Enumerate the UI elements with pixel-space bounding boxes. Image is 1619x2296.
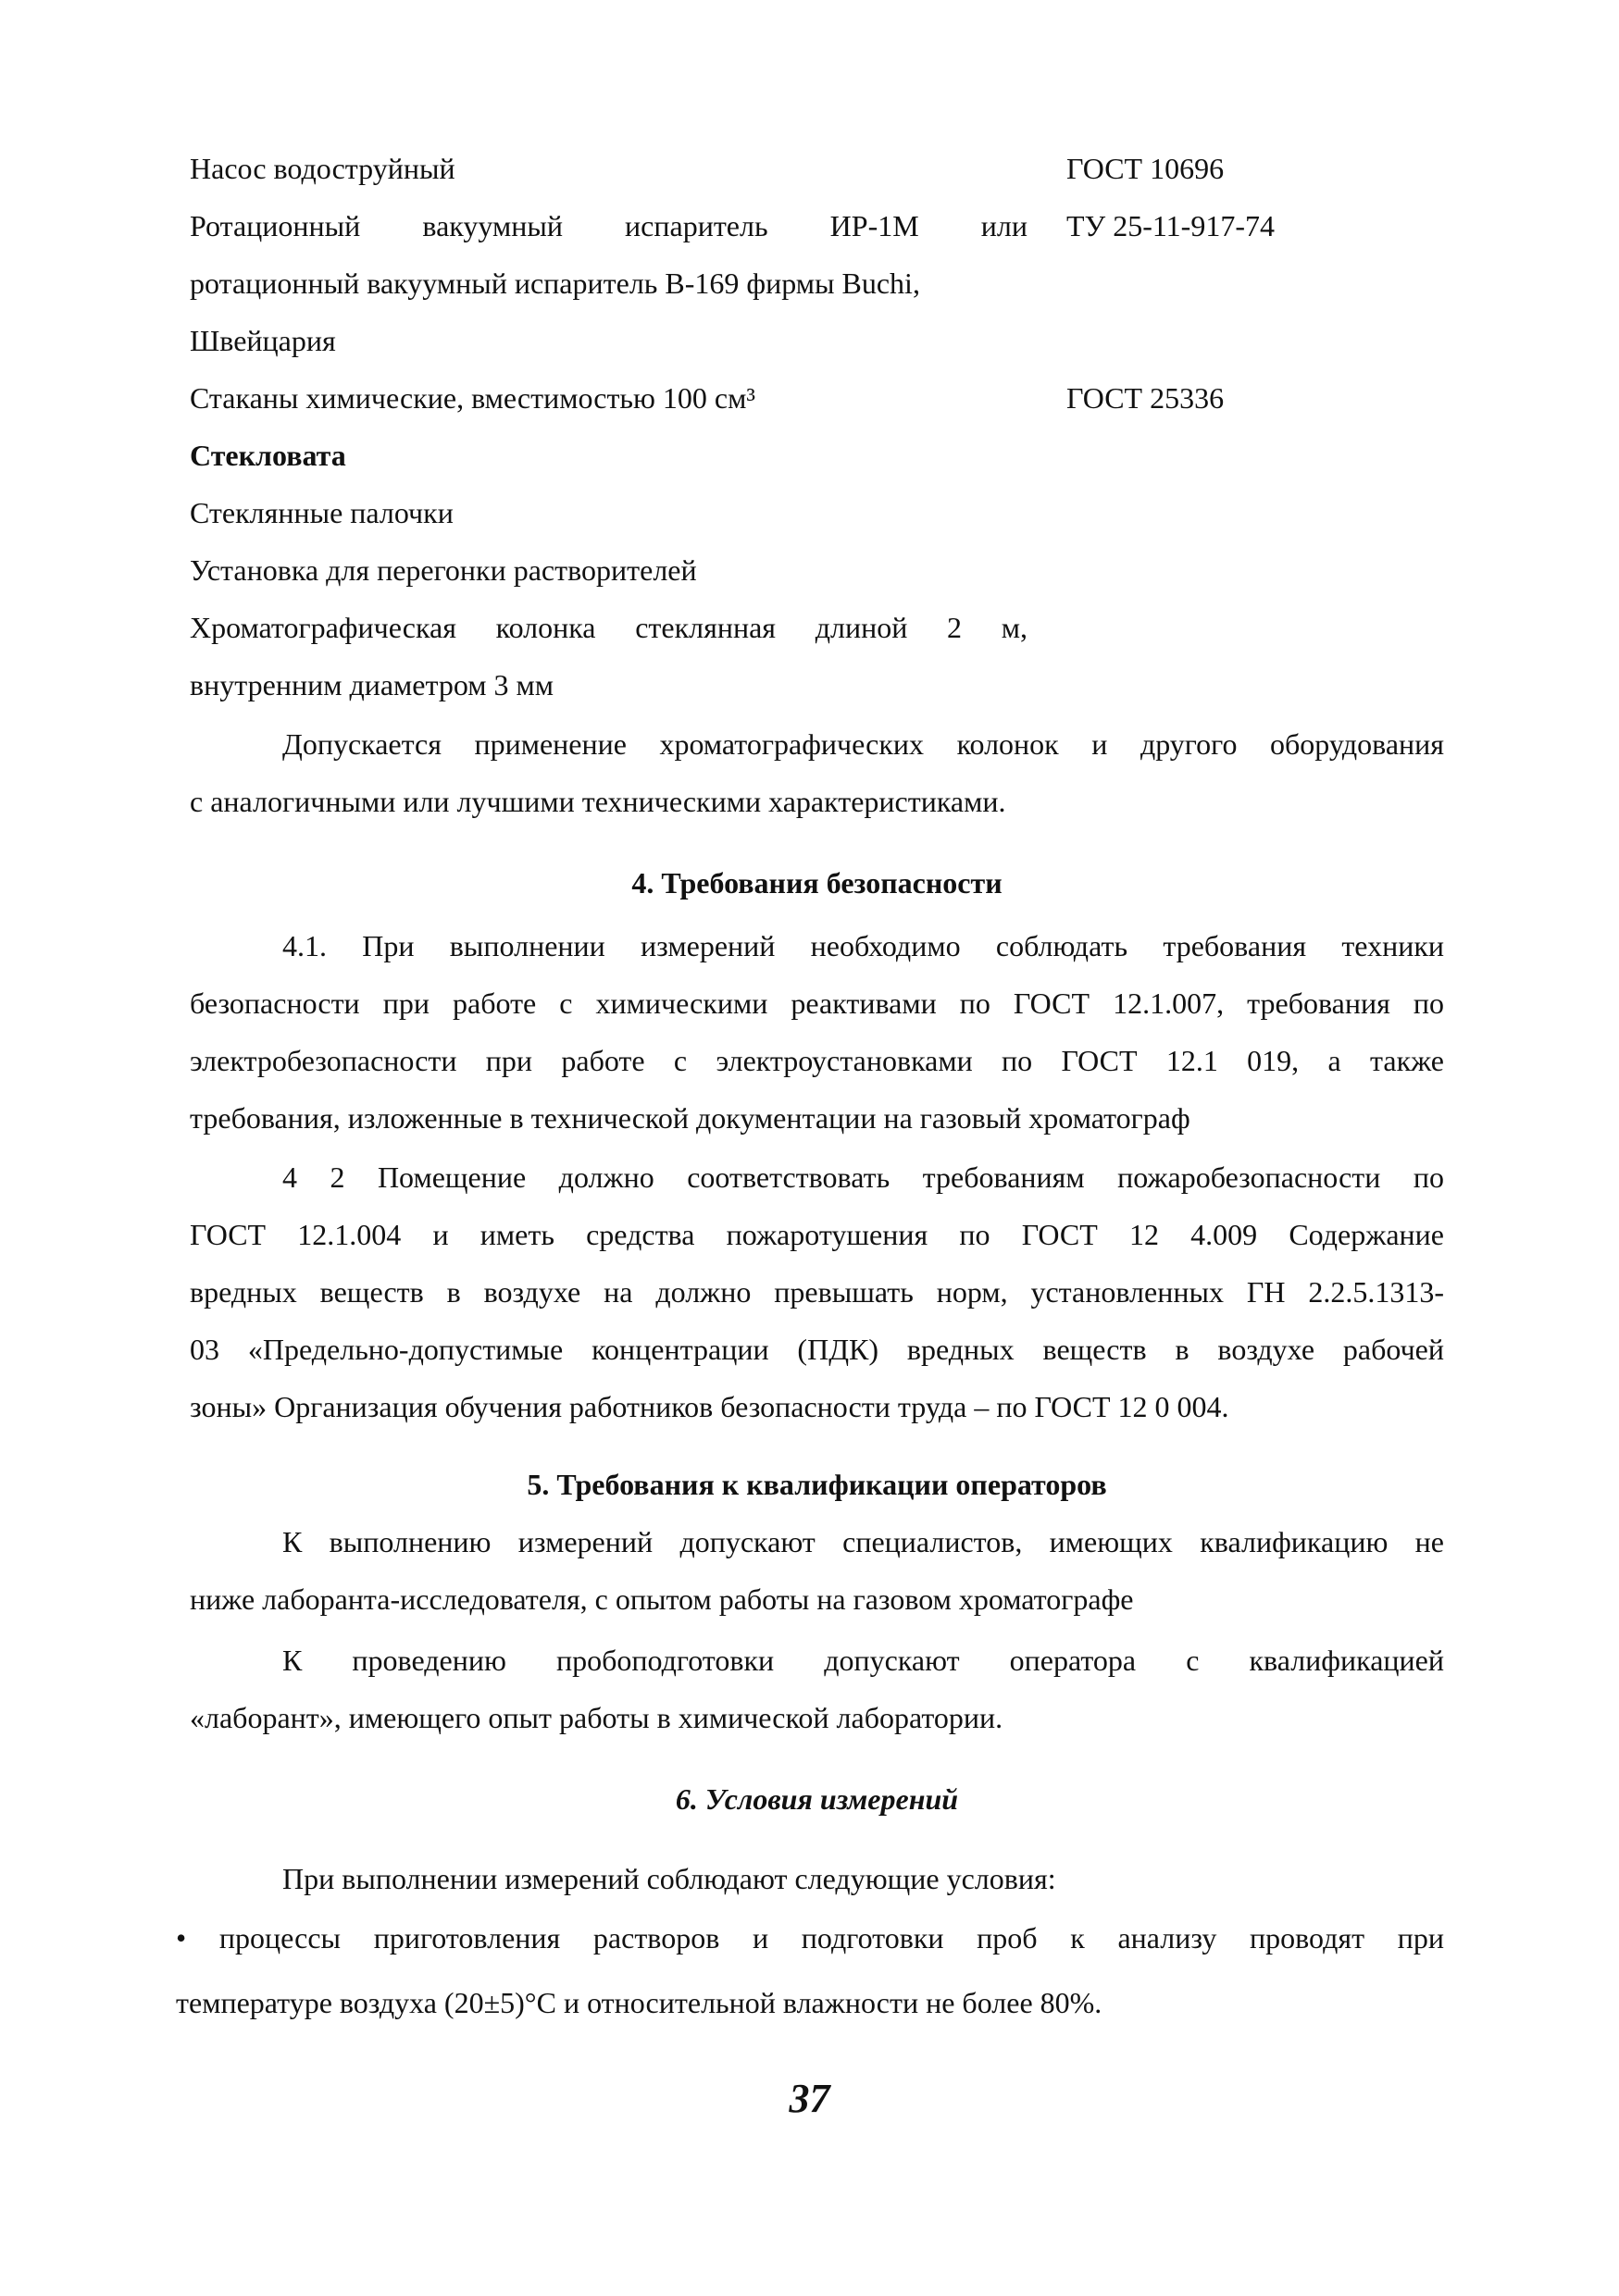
- paragraph-line: вредных веществ в воздухе на должно превышать норм, установленных ГН 2.2.5.1313-: [190, 1275, 1444, 1309]
- paragraph-line: ниже лаборанта-исследователя, с опытом работы на газовом хроматографе: [190, 1582, 1134, 1616]
- paragraph-line: К проведению пробоподготовки допускают оператора с квалификацией: [282, 1644, 1444, 1677]
- equipment-item-name: Стаканы химические, вместимостью 100 см³: [190, 381, 755, 415]
- paragraph-line: 4.1. При выполнении измерений необходимо соблюдать требования техники: [282, 929, 1444, 962]
- paragraph-line: 03 «Предельно-допустимые концентрации (ПДК) вредных веществ в воздухе рабочей: [190, 1333, 1444, 1366]
- section-heading: 4. Требования безопасности: [631, 866, 1003, 900]
- equipment-item-name: Хроматографическая колонка стеклянная длиной 2 м,: [190, 611, 1027, 644]
- equipment-item-name: Установка для перегонки растворителей: [190, 553, 697, 587]
- equipment-item-name: Ротационный вакуумный испаритель ИР-1М или: [190, 209, 1027, 242]
- paragraph-line: зоны» Организация обучения работников безопасности труда – по ГОСТ 12 0 004.: [190, 1390, 1229, 1423]
- note-line: с аналогичными или лучшими техническими характеристиками.: [190, 785, 1006, 818]
- paragraph-line: 4 2 Помещение должно соответствовать требованиям пожаробезопасности по: [282, 1160, 1444, 1194]
- paragraph-line: электробезопасности при работе с электроустановками по ГОСТ 12.1 019, а также: [190, 1044, 1444, 1077]
- equipment-item-standard: ТУ 25-11-917-74: [1066, 209, 1275, 242]
- paragraph-line: «лаборант», имеющего опыт работы в химической лаборатории.: [190, 1701, 1003, 1734]
- equipment-item-name-cont: ротационный вакуумный испаритель В-169 фирмы Buchi,: [190, 267, 920, 300]
- page-number: 37: [789, 2076, 830, 2121]
- section-heading: 6. Условия измерений: [675, 1782, 959, 1816]
- paragraph-line: требования, изложенные в технической документации на газовый хроматограф: [190, 1101, 1190, 1135]
- equipment-item-name: Стекловата: [190, 439, 346, 472]
- paragraph-line: При выполнении измерений соблюдают следующие условия:: [282, 1862, 1056, 1895]
- equipment-item-name: Стеклянные палочки: [190, 496, 454, 529]
- list-item-line: • процессы приготовления растворов и подготовки проб к анализу проводят при: [176, 1921, 1444, 1955]
- note-line: Допускается применение хроматографических колонок и другого оборудования: [282, 727, 1444, 761]
- equipment-item-name-cont: Швейцария: [190, 324, 336, 357]
- paragraph-line: ГОСТ 12.1.004 и иметь средства пожаротушения по ГОСТ 12 4.009 Содержание: [190, 1218, 1444, 1251]
- paragraph-line: К выполнению измерений допускают специалистов, имеющих квалификацию не: [282, 1525, 1444, 1558]
- section-heading: 5. Требования к квалификации операторов: [527, 1468, 1107, 1501]
- paragraph-line: безопасности при работе с химическими реактивами по ГОСТ 12.1.007, требования по: [190, 987, 1444, 1020]
- list-item-line: температуре воздуха (20±5)°С и относительной влажности не более 80%.: [176, 1986, 1102, 2019]
- equipment-item-name: Насос водоструйный: [190, 152, 455, 185]
- equipment-item-name-cont: внутренним диаметром 3 мм: [190, 668, 554, 701]
- equipment-item-standard: ГОСТ 10696: [1066, 152, 1225, 185]
- equipment-item-standard: ГОСТ 25336: [1066, 381, 1225, 415]
